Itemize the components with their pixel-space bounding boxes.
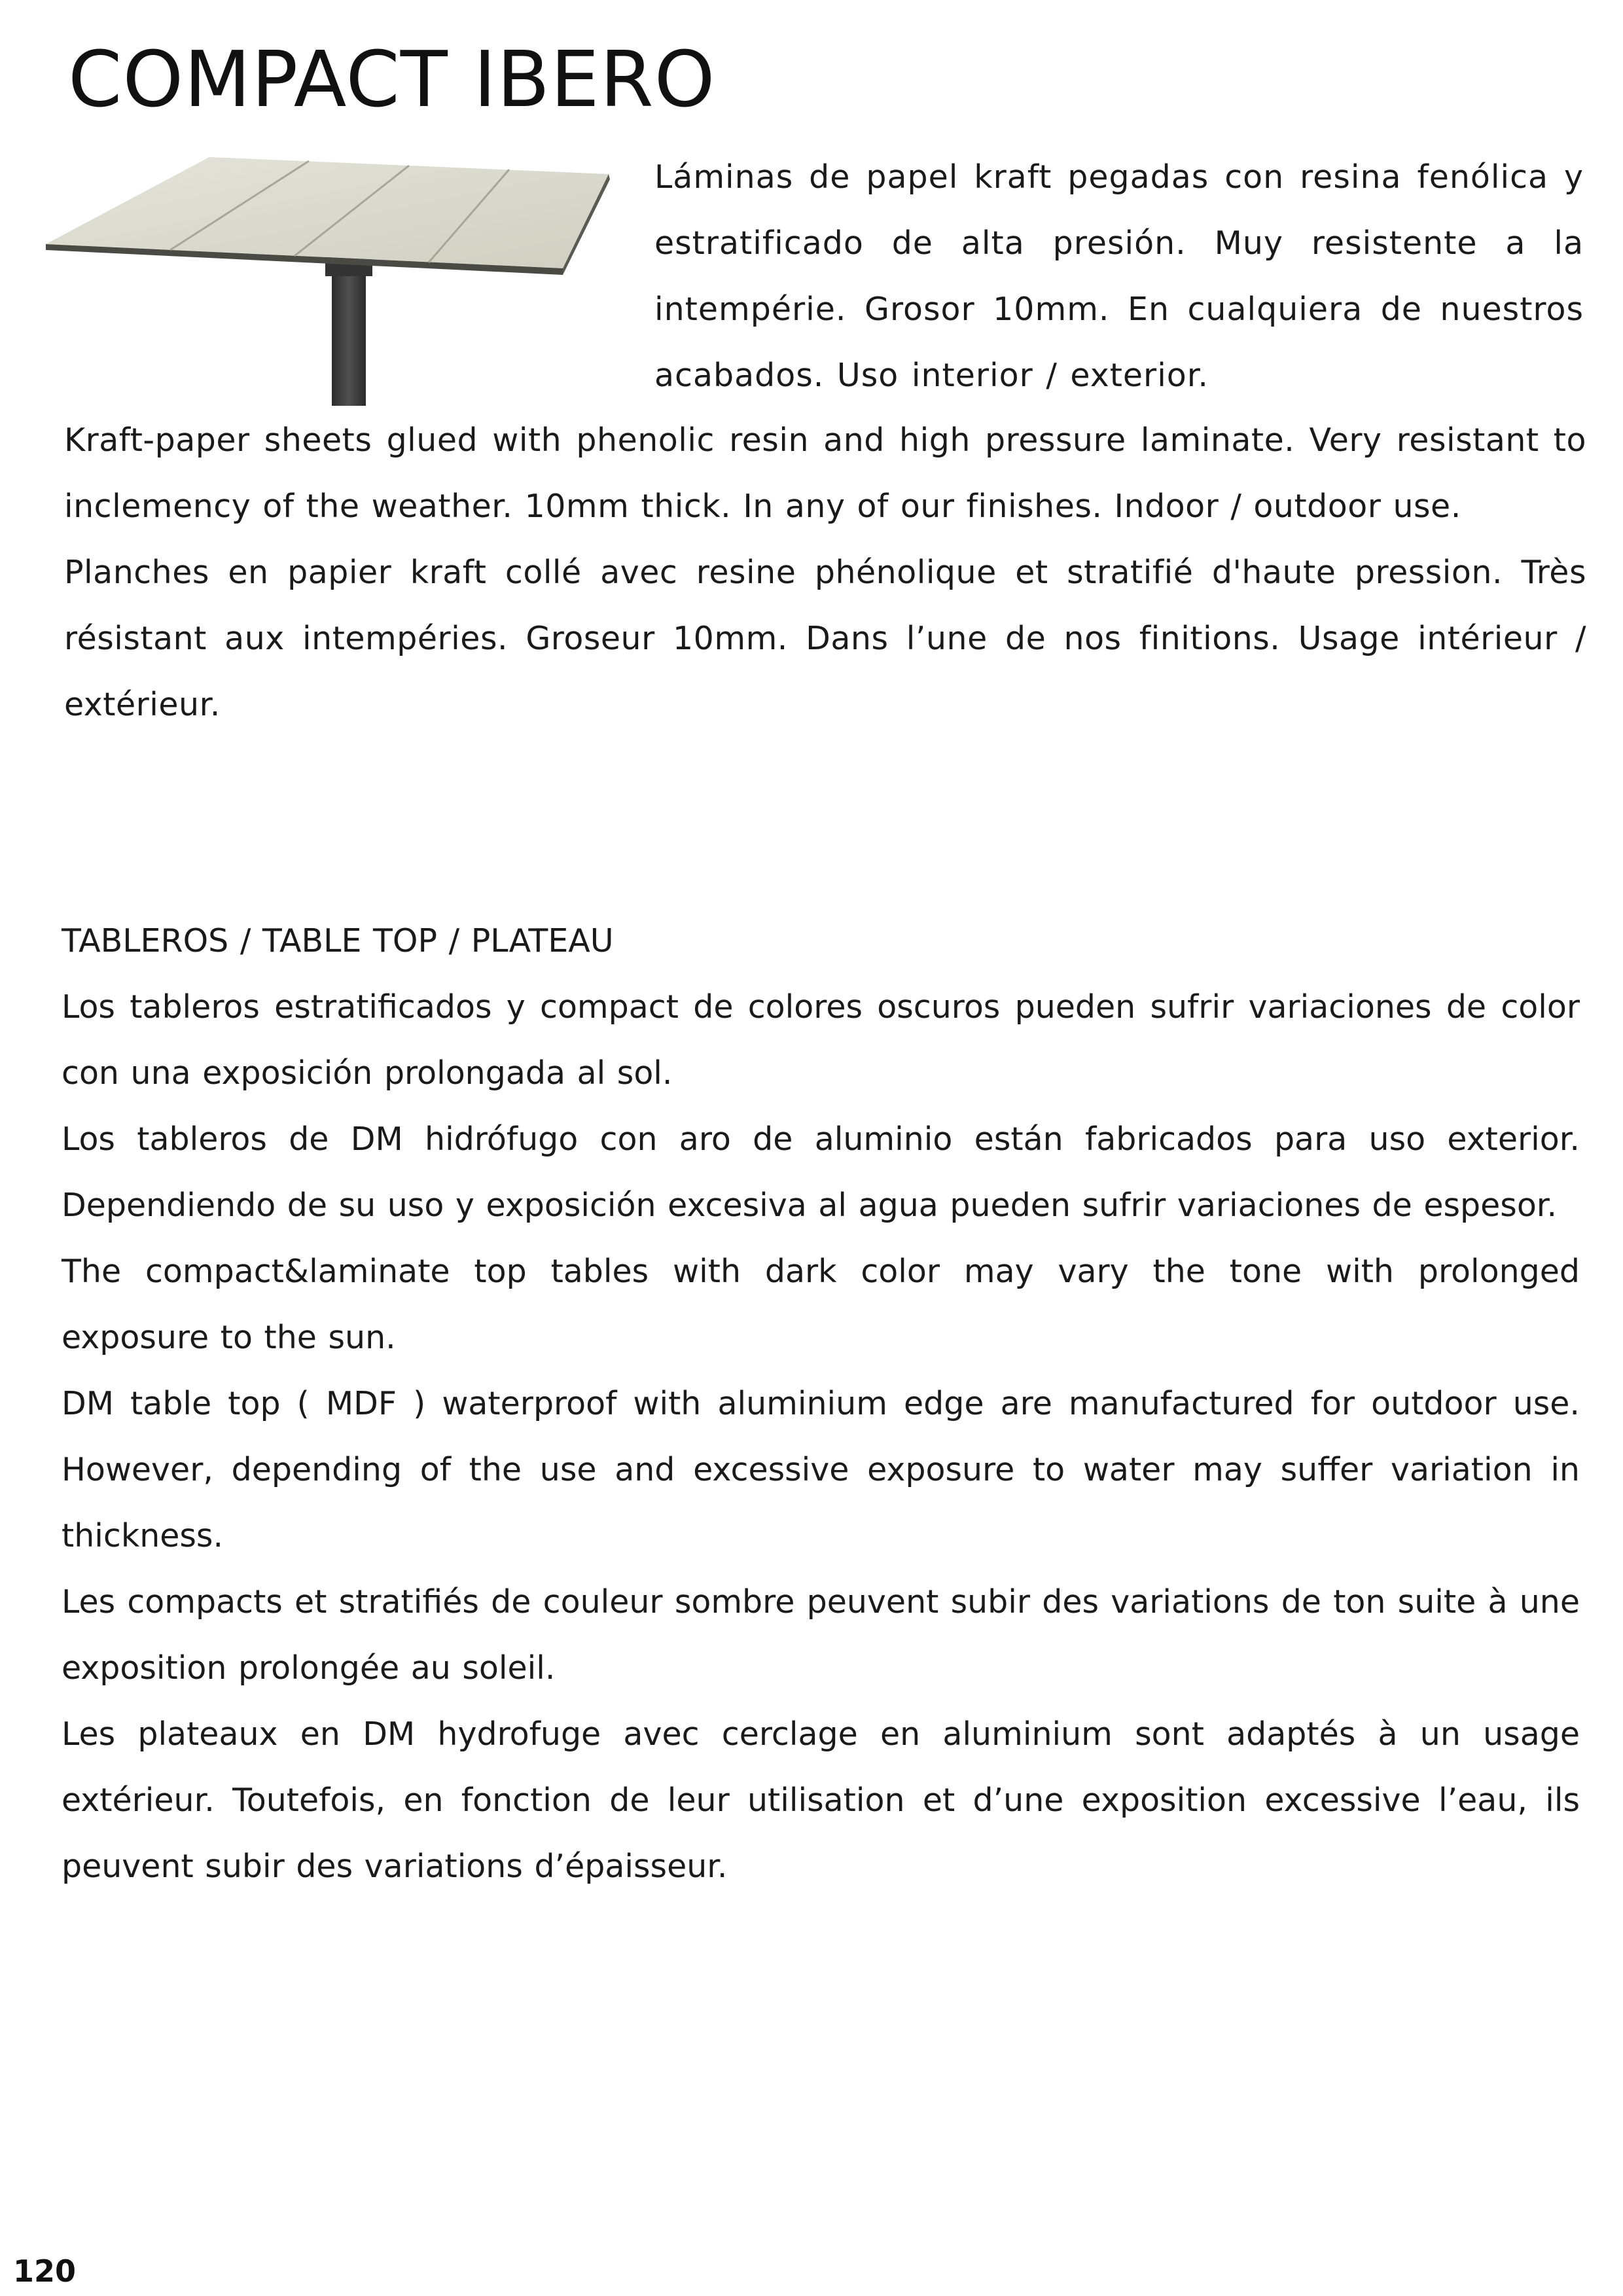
description-french: Planches en papier kraft collé avec resine phénolique et stratifié d'haute pression. Très résistant aux intempéries. Groseur 10mm. Dans l’une de nos finitions. Usage intérieur / extérieur. [64, 554, 1586, 723]
note-paragraph: DM table top ( MDF ) waterproof with aluminium edge are manufactured for outdoor use. However, depending of the use and excessive exposure to water may suffer variation in thickness. [62, 1385, 1580, 1554]
note-paragraph: The compact&laminate top tables with dark color may vary the tone with prolonged exposure to the sun. [62, 1253, 1580, 1356]
description-spanish: Láminas de papel kraft pegadas con resina fenólica y estratificado de alta presión. Muy resistente a la intempérie. Grosor 10mm. En cualquiera de nuestros acabados. Uso interior / exterior. [654, 158, 1584, 394]
page-number: 120 [13, 2253, 77, 2289]
note-paragraph: Los tableros de DM hidrófugo con aro de aluminio están fabricados para uso exterior. Dependiendo de su uso y exposición excesiva al agua pueden sufrir variaciones de espesor. [62, 1121, 1580, 1224]
table-top-on-pedestal-icon [46, 157, 615, 406]
table-top-notes [62, 908, 1580, 1899]
section-heading: TABLEROS / TABLE TOP / PLATEAU [62, 922, 614, 960]
note-paragraph: Les compacts et stratifiés de couleur sombre peuvent subir des variations de ton suite à une exposition prolongée au soleil. [62, 1583, 1580, 1687]
page-title: COMPACT IBERO [68, 34, 716, 124]
product-image [46, 157, 615, 406]
note-paragraph: Les plateaux en DM hydrofuge avec cerclage en aluminium sont adaptés à un usage extérieur. Toutefois, en fonction de leur utilisation et d’une exposition excessive l’eau, ils peuvent subir des variations d’épaisseur. [62, 1715, 1580, 1885]
note-paragraph: Los tableros estratificados y compact de colores oscuros pueden sufrir variaciones de color con una exposición prolongada al sol. [62, 988, 1580, 1092]
description-english: Kraft-paper sheets glued with phenolic resin and high pressure laminate. Very resistant to inclemency of the weather. 10mm thick. In any of our finishes. Indoor / outdoor use. [64, 422, 1586, 525]
description-translations [64, 407, 1586, 738]
